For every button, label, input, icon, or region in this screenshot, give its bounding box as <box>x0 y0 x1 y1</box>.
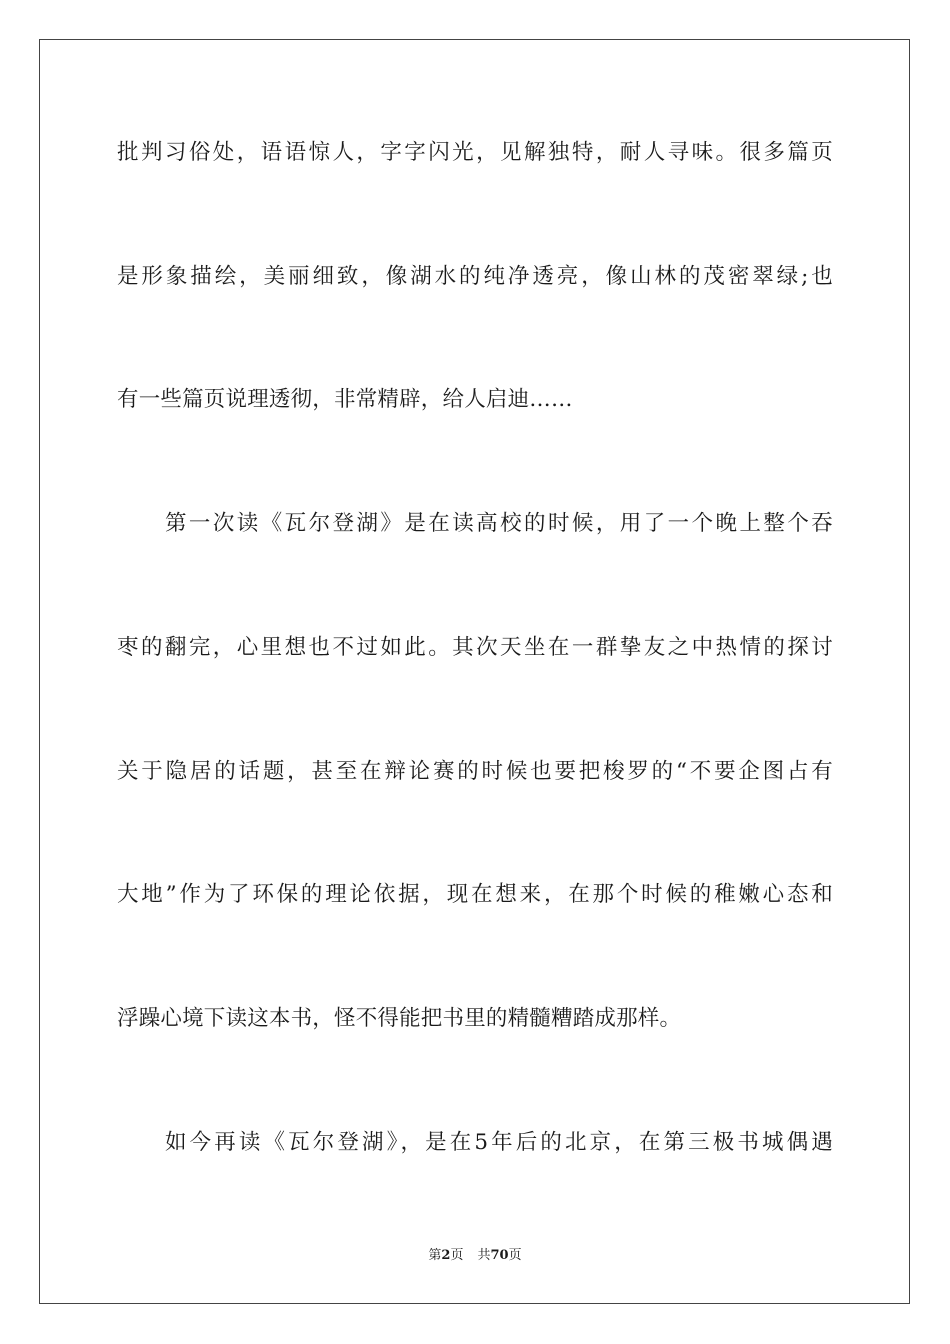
text-line-3: 有一些篇页说理透彻，非常精辟，给人启迪…… <box>117 387 573 412</box>
page-border <box>39 39 910 1304</box>
text-line-1: 批判习俗处，语语惊人，字字闪光，见解独特，耐人寻味。很多篇页 <box>117 140 833 165</box>
footer-total-number: 70 <box>490 1248 509 1263</box>
footer-page-suffix: 页 <box>450 1248 464 1263</box>
footer-page-number: 2 <box>441 1248 451 1263</box>
text-line-5: 枣的翻完，心里想也不过如此。其次天坐在一群挚友之中热情的探讨 <box>117 635 833 660</box>
text-line-8: 浮躁心境下读这本书，怪不得能把书里的精髓糟踏成那样。 <box>117 1006 682 1031</box>
page-footer <box>0 1247 950 1265</box>
text-line-2: 是形象描绘，美丽细致，像湖水的纯净透亮，像山林的茂密翠绿;也 <box>117 264 833 289</box>
text-line-6: 关于隐居的话题，甚至在辩论赛的时候也要把梭罗的“不要企图占有 <box>117 759 833 784</box>
text-line-4: 第一次读《瓦尔登湖》是在读高校的时候，用了一个晚上整个吞 <box>165 511 833 536</box>
text-line-7: 大地”作为了环保的理论依据，现在想来，在那个时候的稚嫩心态和 <box>117 882 833 907</box>
footer-total-suffix: 页 <box>508 1248 522 1263</box>
footer-page-prefix: 第 <box>428 1248 442 1263</box>
footer-total-prefix: 共 <box>477 1248 491 1263</box>
text-line-9: 如今再读《瓦尔登湖》，是在5年后的北京，在第三极书城偶遇 <box>165 1130 833 1155</box>
